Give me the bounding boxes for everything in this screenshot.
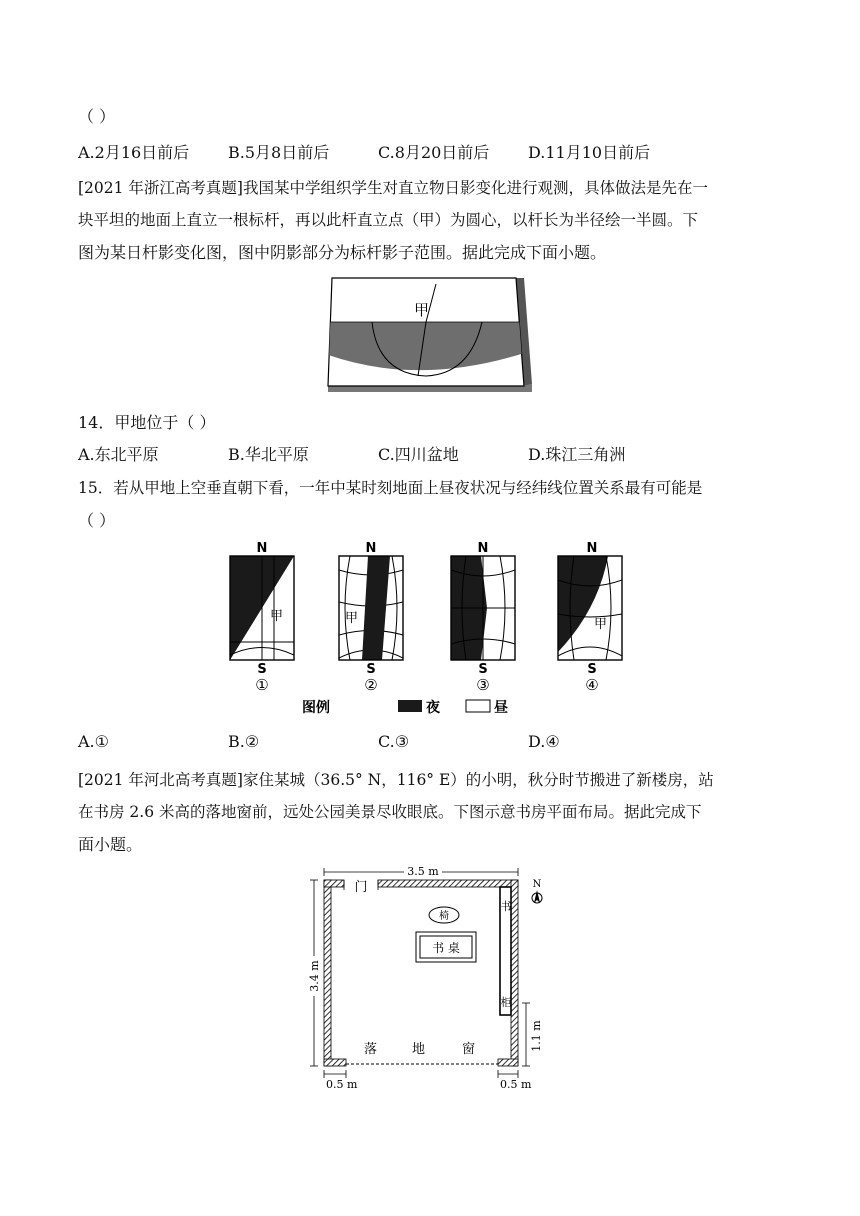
day-night-figure [222, 540, 642, 724]
q13-bracket: （ ） [78, 107, 116, 126]
panel-2-north: N [365, 541, 377, 556]
desk-label: 书 桌 [432, 941, 460, 955]
panel-1 [230, 541, 294, 694]
q13-option-b: B.5月8日前后 [228, 143, 330, 162]
q13-options [78, 140, 650, 163]
panel-1-south: S [257, 662, 267, 677]
door-label: 门 [354, 880, 368, 895]
shelf-label-bottom: 柜 [500, 996, 512, 1009]
panel-2-south: S [366, 662, 376, 677]
panel-4-number: ④ [585, 676, 599, 694]
passage2-line1: [2021 年河北高考真题]家住某城（36.5° N，116° E）的小明，秋分时节搬进了新楼房，站 [78, 771, 714, 789]
passage1-line1: [2021 年浙江高考真题]我国某中学组织学生对直立物日影变化进行观测，具体做法是先在一 [78, 179, 708, 197]
passage2-line3: 面小题。 [78, 835, 143, 854]
window-label-3: 窗 [462, 1042, 476, 1057]
chair-label: 椅 [439, 911, 449, 922]
window-label-2: 地 [412, 1042, 426, 1057]
panel-4-jia: 甲 [594, 617, 608, 632]
q14-stem: 14．甲地位于（ ） [78, 413, 216, 432]
panel-3-jia: 甲 [485, 611, 499, 626]
legend-night-label: 夜 [426, 700, 440, 716]
legend-title: 图例 [302, 700, 330, 716]
dim-bottom-left: 0.5 m [326, 1078, 358, 1091]
panel-2-jia: 甲 [345, 611, 359, 626]
north-label: N [532, 879, 542, 890]
q14-option-b: B.华北平原 [228, 445, 309, 464]
q15-option-b: B.② [228, 732, 260, 751]
panel-1-jia: 甲 [270, 609, 284, 624]
panel-3 [451, 541, 515, 694]
legend-night-swatch [398, 700, 422, 712]
legend [302, 699, 508, 716]
q15-option-c: C.③ [378, 732, 410, 751]
panel-1-north: N [256, 541, 268, 556]
panel-1-number: ① [255, 676, 269, 694]
q14-option-d: D.珠江三角洲 [528, 445, 626, 464]
q15-options [78, 732, 560, 751]
panel-3-north: N [477, 541, 489, 556]
q14-option-a: A.东北平原 [78, 445, 159, 464]
q14-options [78, 442, 625, 465]
legend-day-swatch [466, 700, 490, 712]
panel-4-north: N [586, 541, 598, 556]
dim-height: 3.4 m [308, 960, 321, 992]
q13-option-c: C.8月20日前后 [378, 143, 490, 162]
dim-bottom-right: 0.5 m [500, 1078, 532, 1091]
panel-3-number: ③ [476, 676, 490, 694]
q15-option-d: D.④ [528, 732, 560, 751]
passage2-line2: 在书房 2.6 米高的落地窗前，远处公园美景尽收眼底。下图示意书房平面布局。据此完成下 [78, 803, 702, 821]
dim-width: 3.5 m [407, 865, 439, 878]
q13-option-a: A.2月16日前后 [78, 143, 190, 162]
floor-plan-figure [300, 860, 560, 1100]
panel-2-number: ② [364, 676, 378, 694]
q15-stem-line1: 15．若从甲地上空垂直朝下看，一年中某时刻地面上昼夜状况与经纬线位置关系最有可能是 [78, 479, 703, 497]
panel-4-south: S [587, 662, 597, 677]
passage1-line2: 块平坦的地面上直立一根标杆，再以此杆直立点（甲）为圆心，以杆长为半径绘一半圆。下 [78, 211, 699, 229]
q15-stem-line2: （ ） [78, 511, 116, 530]
q14-option-c: C.四川盆地 [378, 445, 459, 464]
shadow-figure [320, 270, 550, 398]
panel-2 [339, 541, 403, 694]
q15-option-a: A.① [78, 732, 109, 751]
shelf-label-top: 书 [500, 900, 512, 913]
point-jia-label: 甲 [414, 301, 430, 319]
window-label-1: 落 [364, 1042, 378, 1057]
passage1-line3: 图为某日杆影变化图，图中阴影部分为标杆影子范围。据此完成下面小题。 [78, 243, 607, 262]
panel-4 [558, 541, 622, 694]
dim-side: 1.1 m [530, 1020, 543, 1052]
legend-day-label: 昼 [494, 700, 508, 716]
q13-option-d: D.11月10日前后 [528, 143, 651, 162]
panel-3-south: S [478, 662, 488, 677]
